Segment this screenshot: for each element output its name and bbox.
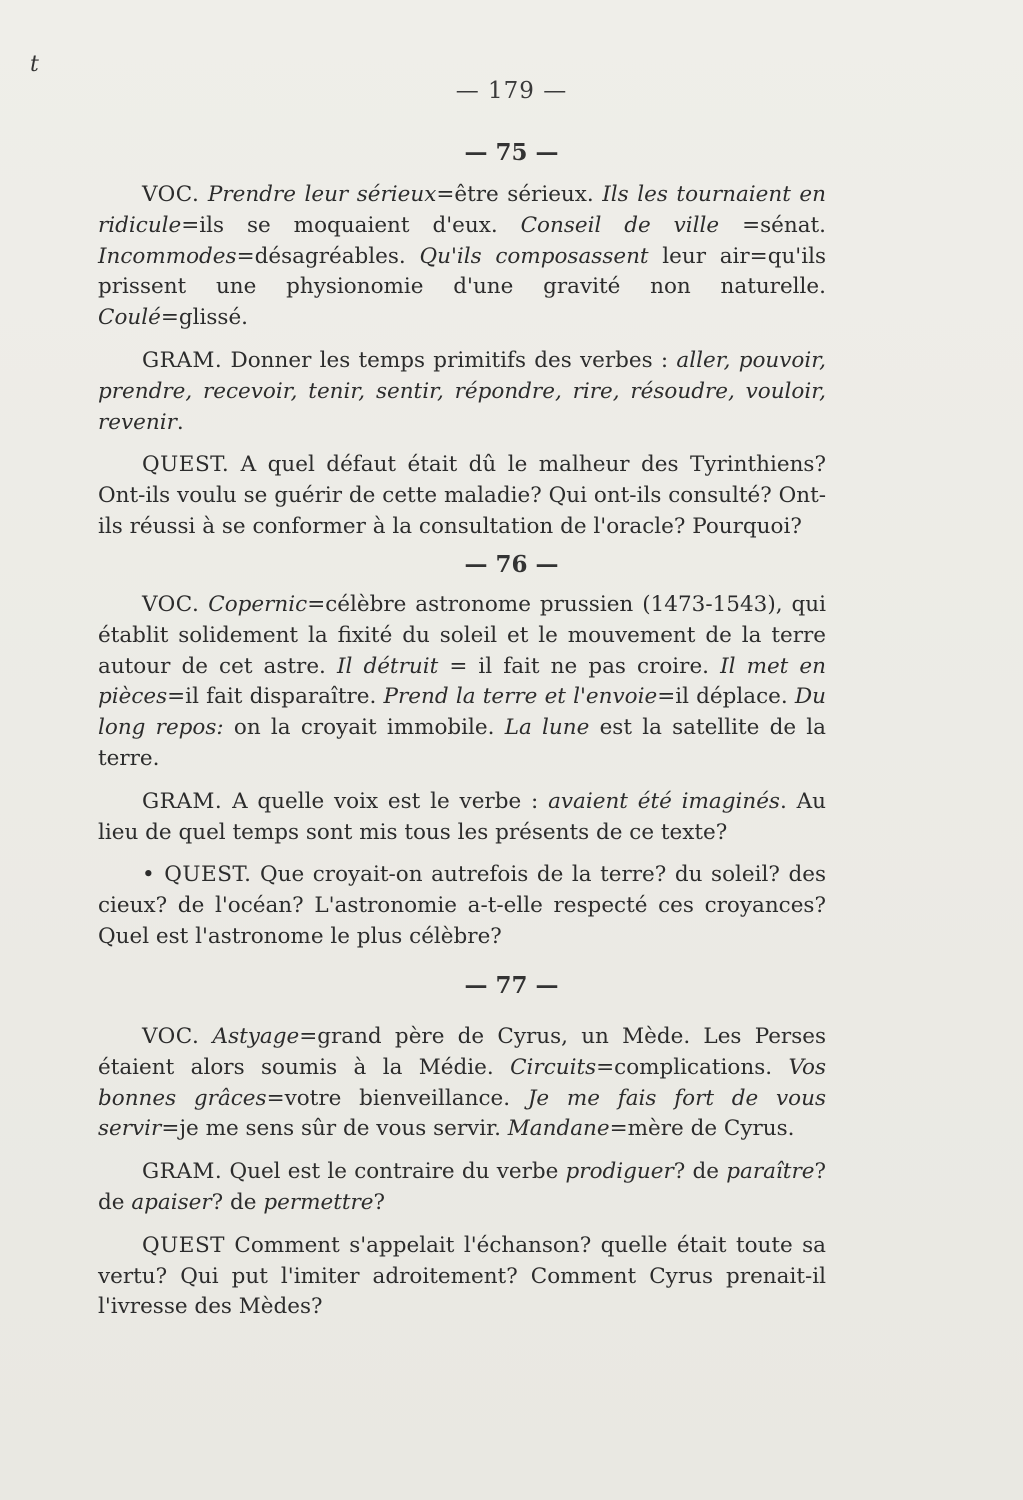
quest-paragraph	[98, 860, 826, 952]
italic-term: Mandane	[507, 1116, 610, 1142]
voc-text	[98, 1024, 826, 1141]
voc-paragraph	[98, 180, 826, 334]
voc-text	[98, 592, 826, 771]
italic-term: La lune	[504, 715, 590, 741]
text-run: =sénat.	[719, 212, 827, 238]
text-run	[199, 182, 208, 207]
text-run: Que croyait-on autrefois de la terre? du soleil? des cieux? de l'océan? L'astronomie a-t-elle respecté ces croyances? Quel est l'astronome le plus célèbre?	[98, 862, 826, 949]
quest-label: QUEST	[142, 1232, 226, 1258]
quest-label: • QUEST.	[142, 862, 252, 888]
text-run: . Au lieu de quel temps sont mis tous les présents de ce texte?	[98, 788, 827, 845]
italic-term: Prendre leur sérieux	[207, 182, 437, 207]
text-run: on la croyait immobile.	[223, 715, 505, 741]
italic-term: Circuits	[510, 1054, 597, 1080]
italic-term: apaiser	[131, 1189, 212, 1215]
text-run: A quel défaut était dû le malheur des Tyrinthiens? Ont-ils voulu se guérir de cette maladie? Qui ont-ils consulté? Ont-ils réussi à se conformer à la consultation de l'oracle? Pourquoi?	[98, 452, 826, 539]
text-run: =être sérieux.	[436, 182, 603, 207]
gram-paragraph	[98, 1157, 826, 1219]
corner-mark: t	[30, 52, 39, 77]
voc-label: VOC.	[142, 1024, 200, 1049]
text-run: =je me sens sûr de vous servir.	[161, 1116, 508, 1142]
quest-label: QUEST.	[142, 452, 230, 478]
text-run: ? de	[211, 1189, 264, 1215]
quest-paragraph	[98, 450, 826, 542]
page-number: — 179 —	[455, 78, 568, 104]
text-run: Quel est le contraire du verbe	[222, 1159, 566, 1185]
italic-term: Astyage	[212, 1024, 300, 1049]
text-run: =votre bienveillance.	[266, 1085, 528, 1111]
voc-label: VOC.	[142, 182, 200, 207]
italic-term: Il met en pièces	[98, 653, 826, 710]
italic-term: Je me fais fort de vous servir	[98, 1085, 826, 1142]
text-run: leur air=qu'ils prissent une physionomie d'une gravité non naturelle.	[98, 243, 827, 300]
italic-term: paraître	[726, 1159, 815, 1185]
text-run: Donner les temps primitifs des verbes :	[222, 347, 677, 373]
text-run: =complications.	[596, 1054, 789, 1080]
voc-paragraph	[98, 1022, 826, 1145]
text-run: =désagréables.	[236, 243, 420, 269]
text-run: =glissé.	[160, 305, 248, 331]
text-run: = il fait ne pas croire.	[438, 653, 721, 679]
section-number-76: — 76 —	[464, 551, 559, 578]
italic-term: Incommodes	[98, 243, 237, 269]
gram-label: GRAM.	[142, 1159, 223, 1185]
section-75	[98, 180, 826, 543]
italic-term: avaient été imaginés	[548, 788, 780, 814]
text-run: =ils se moquaient d'eux.	[181, 212, 521, 238]
text-run: =il déplace.	[657, 684, 795, 710]
italic-term: Coulé	[98, 305, 161, 331]
voc-label: VOC.	[142, 592, 200, 617]
section-76	[98, 590, 826, 953]
text-run: ? de	[673, 1159, 727, 1185]
text-run: =mère de Cyrus.	[609, 1116, 795, 1142]
italic-term: Du long repos:	[98, 684, 826, 741]
section-77	[98, 1022, 826, 1323]
voc-paragraph	[98, 590, 826, 775]
gram-label: GRAM.	[142, 347, 223, 373]
text-run: =célèbre astronome prussien (1473-1543), qui établit solidement la fixité du soleil et le mouvement de la terre autour de cet astre.	[98, 592, 826, 679]
italic-term: permettre	[263, 1189, 374, 1215]
text-run: ?	[373, 1189, 386, 1215]
italic-term: prodiguer	[565, 1159, 674, 1185]
text-run: ? de	[98, 1159, 826, 1215]
italic-term: Prend la terre et l'envoie	[383, 684, 658, 710]
italic-term: Copernic	[208, 592, 308, 617]
text-run: A quelle voix est le verbe :	[222, 788, 549, 814]
section-number-77: — 77 —	[464, 972, 559, 999]
text-run	[199, 592, 208, 617]
italic-term: Vos bonnes grâces	[98, 1054, 826, 1111]
text-run: =il fait disparaître.	[167, 684, 384, 710]
italic-term: Qu'ils composassent	[419, 243, 649, 269]
italic-term: Il détruit	[336, 653, 439, 679]
italic-term: Ils les tournaient en ridicule	[98, 182, 827, 238]
text-run: est la satellite de la terre.	[98, 715, 826, 771]
gram-label: GRAM.	[142, 788, 223, 814]
italic-term: aller, pouvoir, prendre, recevoir, tenir, sentir, répondre, rire, résoudre, vouloir, revenir	[98, 347, 826, 435]
text-run: =grand père de Cyrus, un Mède. Les Perses étaient alors soumis à la Médie.	[98, 1024, 826, 1080]
text-run: Comment s'appelait l'échanson? quelle était toute sa vertu? Qui put l'imiter adroitement? Comment Cyrus prenait-il l'ivresse des Mèdes?	[98, 1232, 826, 1320]
text-run	[199, 1024, 212, 1049]
voc-text	[98, 182, 826, 330]
gram-paragraph	[98, 787, 826, 849]
italic-term: Conseil de ville	[520, 212, 720, 238]
gram-paragraph	[98, 346, 826, 438]
text-run: .	[176, 409, 184, 435]
quest-paragraph	[98, 1231, 826, 1323]
section-number-75: — 75 —	[464, 139, 559, 166]
